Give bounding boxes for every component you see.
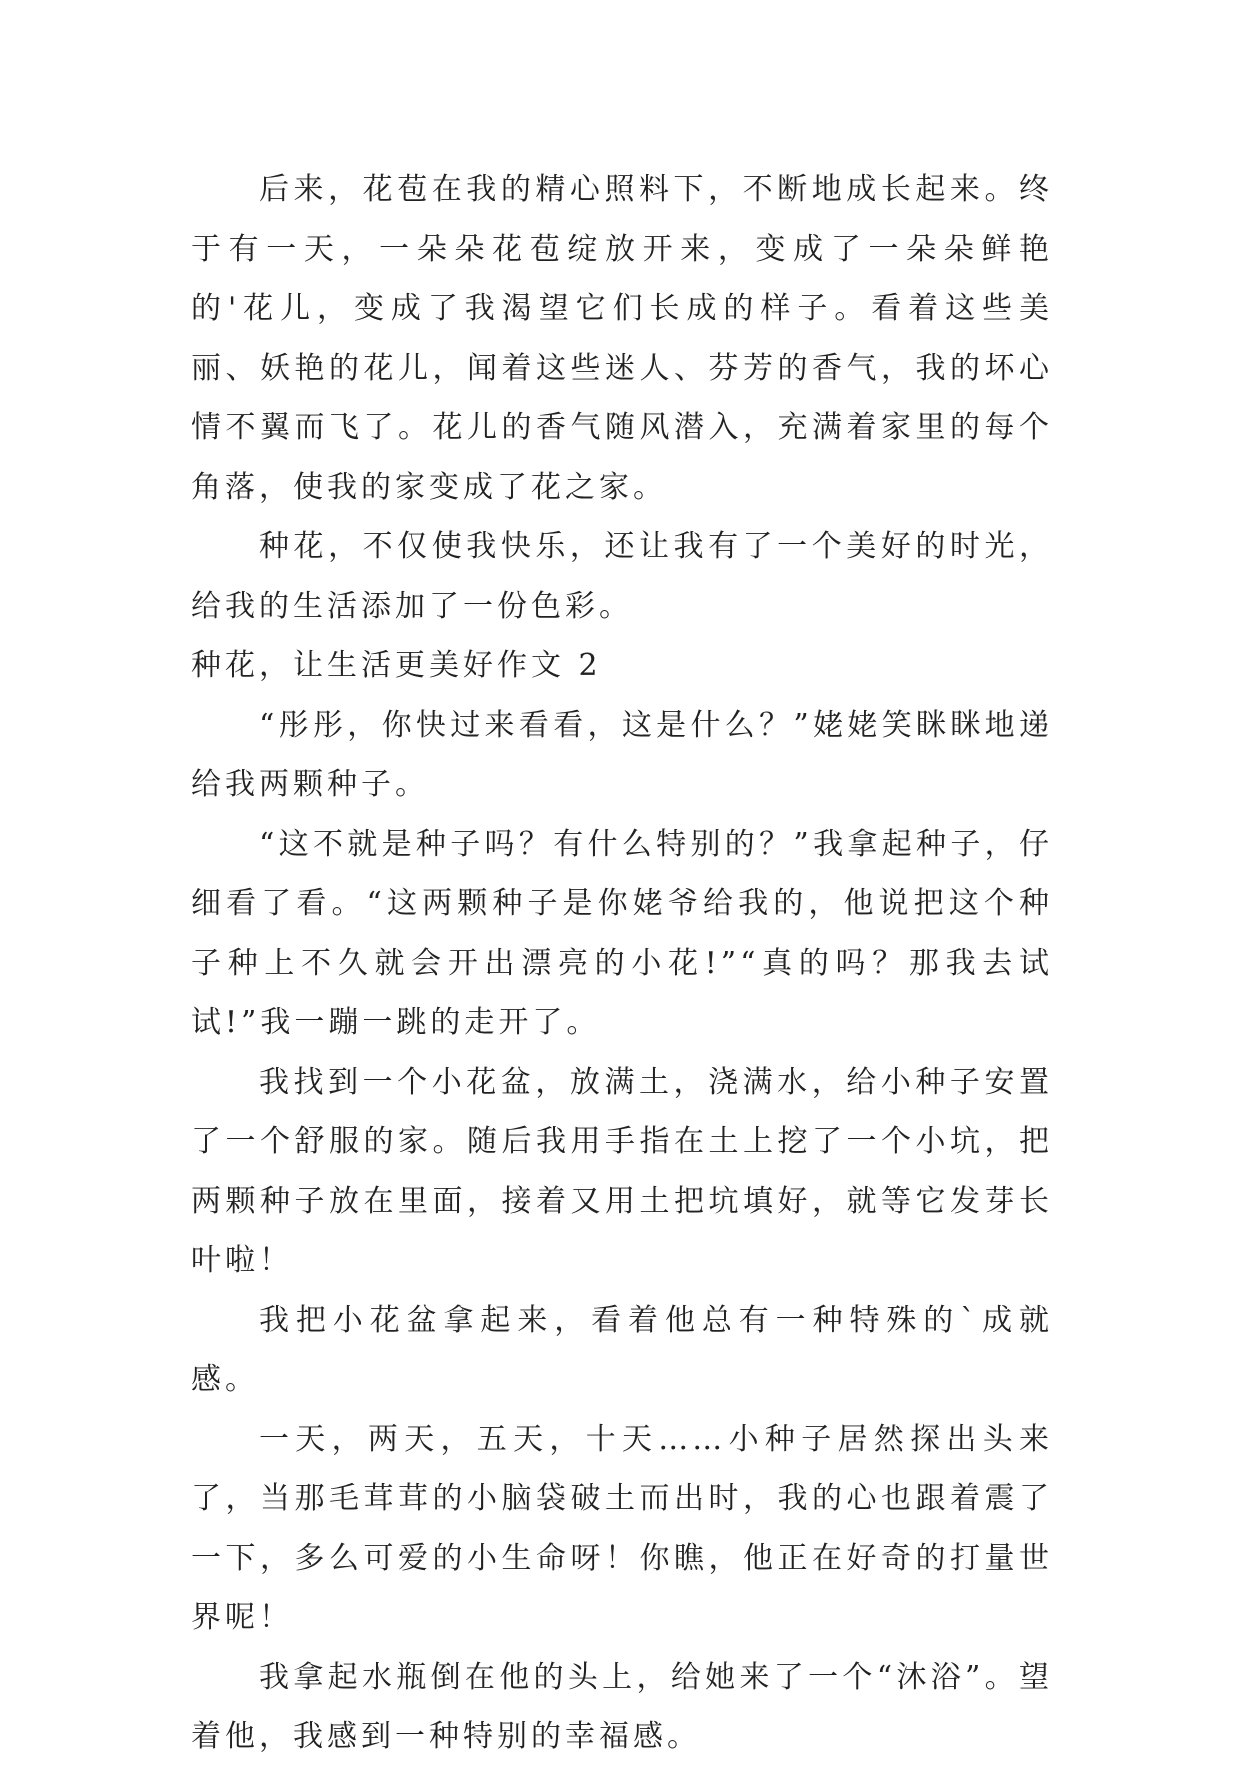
document-body <box>191 160 1053 1767</box>
paragraph: “彤彤，你快过来看看，这是什么？”姥姥笑眯眯地递给我两颗种子。 <box>191 707 1053 802</box>
paragraph: 一天，两天，五天，十天……小种子居然探出头来了，当那毛茸茸的小脑袋破土而出时，我的心也跟着震了一下，多么可爱的小生命呀！你瞧，他正在好奇的打量世界呢！ <box>191 1421 1053 1635</box>
paragraph: 我拿起水瓶倒在他的头上，给她来了一个“沐浴”。望着他，我感到一种特别的幸福感。 <box>191 1659 1053 1754</box>
paragraph: 我找到一个小花盆，放满土，浇满水，给小种子安置了一个舒服的家。随后我用手指在土上挖了一个小坑，把两颗种子放在里面，接着又用土把坑填好，就等它发芽长叶啦！ <box>191 1064 1053 1278</box>
section-heading: 种花，让生活更美好作文 2 <box>191 648 602 683</box>
paragraph: “这不就是种子吗？有什么特别的？”我拿起种子，仔细看了看。“这两颗种子是你姥爷给我的，他说把这个种子种上不久就会开出漂亮的小花!”“真的吗？那我去试试!”我一蹦一跳的走开了。 <box>191 826 1053 1040</box>
paragraph: 我把小花盆拿起来，看着他总有一种特殊的`成就感。 <box>191 1302 1053 1397</box>
paragraph: 种花，不仅使我快乐，还让我有了一个美好的时光，给我的生活添加了一份色彩。 <box>191 529 1053 624</box>
paragraph: 后来，花苞在我的精心照料下，不断地成长起来。终于有一天，一朵朵花苞绽放开来，变成了一朵朵鲜艳的'花儿，变成了我渴望它们长成的样子。看着这些美丽、妖艳的花儿，闻着这些迷人、芬芳的香气，我的坏心情不翼而飞了。花儿的香气随风潜入，充满着家里的每个角落，使我的家变成了花之家。 <box>191 172 1053 505</box>
